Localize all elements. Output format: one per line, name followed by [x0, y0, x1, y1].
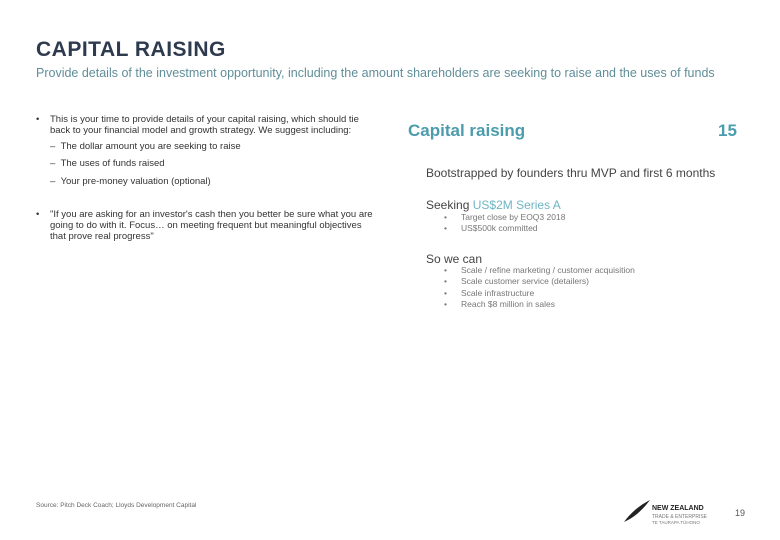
- panel-item: • Scale / refine marketing / customer acquisition: [444, 265, 635, 275]
- panel-item-text: Target close by EOQ3 2018: [461, 212, 566, 222]
- bullet-2: • "If you are asking for an investor's cash then you better be sure what you are going to do with it. Focus… on meeting frequent but meaningful objectives that prove real progress": [36, 209, 373, 242]
- panel-number: 15: [718, 121, 737, 140]
- panel-line: Bootstrapped by founders thru MVP and first 6 months: [426, 166, 716, 180]
- logo-line-3: TE TAURAPA TŪHONO: [652, 520, 700, 525]
- page-title: CAPITAL RAISING: [36, 38, 226, 61]
- nzte-logo: [622, 496, 722, 526]
- logo-line-1: NEW ZEALAND: [652, 505, 704, 512]
- source-note: Source: Pitch Deck Coach; Lloyds Development Capital: [36, 502, 197, 509]
- panel-item-text: US$500k committed: [461, 223, 538, 233]
- panel-item-text: Scale / refine marketing / customer acquisition: [461, 265, 635, 275]
- sub-item: – Your pre-money valuation (optional): [50, 176, 211, 187]
- seeking-label: Seeking: [426, 198, 470, 212]
- fern-icon: [622, 498, 652, 524]
- panel-item: • Scale customer service (detailers): [444, 276, 590, 286]
- panel-item: • Reach $8 million in sales: [444, 299, 556, 309]
- sub-item-text: The dollar amount you are seeking to raise: [60, 141, 241, 152]
- bullet-1: • This is your time to provide details of your capital raising, which should tie back to your financial model and growth strategy. We suggest including:: [36, 114, 359, 136]
- logo-line-2: TRADE & ENTERPRISE: [652, 514, 708, 520]
- seeking-heading: [426, 198, 561, 212]
- panel-item-text: Scale customer service (detailers): [461, 276, 590, 286]
- seeking-value: US$2M Series A: [472, 198, 561, 212]
- page-subtitle: Provide details of the investment opportunity, including the amount shareholders are seeking to raise and the uses of funds: [36, 66, 715, 80]
- panel-title: Capital raising: [408, 121, 526, 140]
- sub-item-text: Your pre-money valuation (optional): [60, 176, 211, 187]
- bullet-1-text: This is your time to provide details of your capital raising, which should tie back to your financial model and growth strategy. We suggest including:: [50, 114, 359, 136]
- panel-item: • Scale infrastructure: [444, 288, 535, 298]
- bullet-2-quote: "If you are asking for an investor's cash then you better be sure what you are going to do with it. Focus… on meeting frequent but meaningful objectives that prove real progress": [50, 209, 373, 242]
- panel-item: • US$500k committed: [444, 223, 538, 233]
- panel-item-text: Reach $8 million in sales: [461, 299, 556, 309]
- sub-item-text: The uses of funds raised: [60, 158, 165, 169]
- sub-item: – The dollar amount you are seeking to raise: [50, 141, 241, 152]
- panel-item: • Target close by EOQ3 2018: [444, 212, 566, 222]
- sub-item: – The uses of funds raised: [50, 158, 165, 169]
- page-number: 19: [735, 508, 746, 518]
- panel-item-text: Scale infrastructure: [461, 288, 535, 298]
- so-heading: So we can: [426, 252, 483, 266]
